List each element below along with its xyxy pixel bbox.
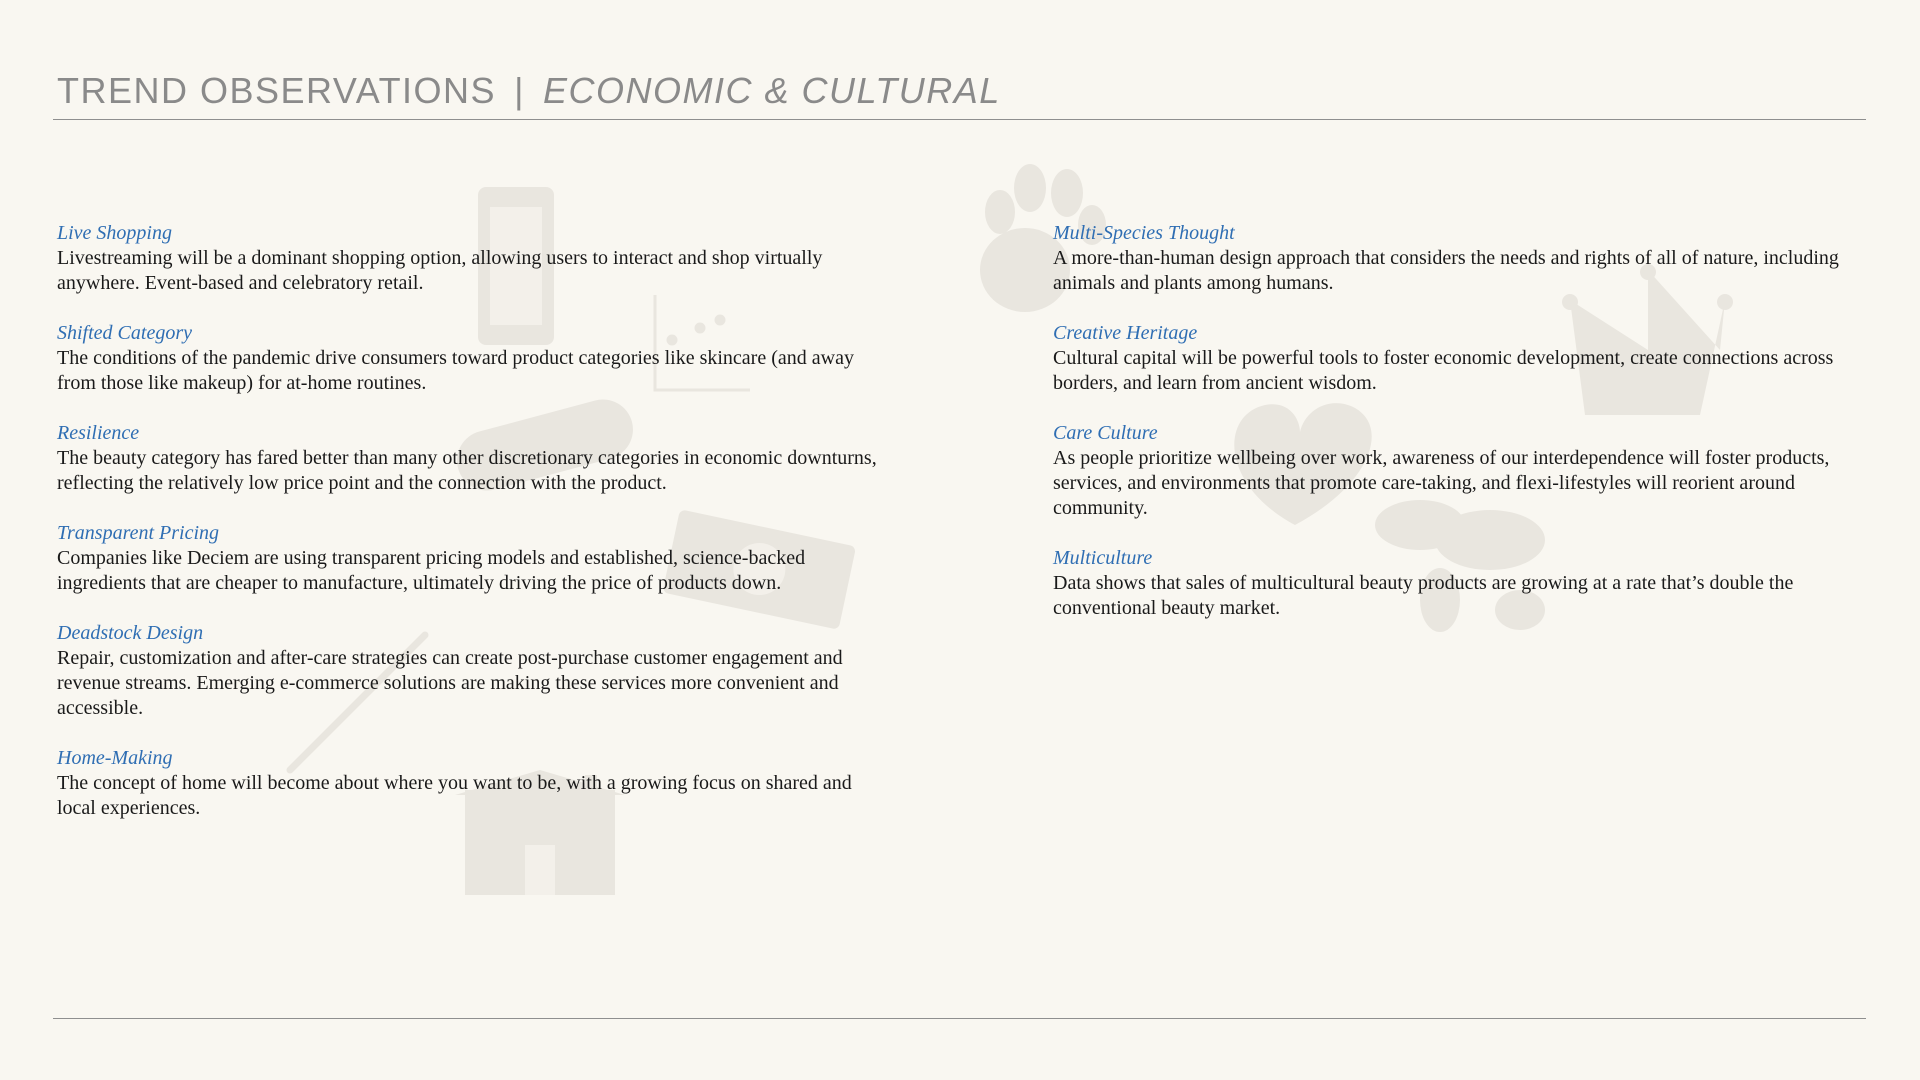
trend-description: Data shows that sales of multicultural beauty products are growing at a rate that’s double the conventional beauty market. <box>1053 572 1794 619</box>
trend-item <box>1053 320 1873 396</box>
trend-title: Care Culture <box>1053 422 1158 444</box>
trend-title: Home-Making <box>57 747 173 769</box>
trend-description: Companies like Deciem are using transparent pricing models and established, science-backed ingredients that are cheaper to manufacture, ultimately driving the price of products down. <box>57 547 806 594</box>
trend-description: Repair, customization and after-care strategies can create post-purchase customer engagement and revenue streams. Emerging e-commerce solutions are making these services more convenient and accessible. <box>57 647 843 719</box>
trend-item <box>57 220 877 296</box>
trend-item <box>57 745 877 821</box>
trend-description: Cultural capital will be powerful tools to foster economic development, create connections across borders, and learn from ancient wisdom. <box>1053 347 1834 394</box>
trend-title: Creative Heritage <box>1053 322 1198 344</box>
right-column <box>1053 220 1873 645</box>
page-subtitle: ECONOMIC & CULTURAL <box>542 70 1001 111</box>
trend-title: Multi-Species Thought <box>1053 222 1235 244</box>
footer-divider <box>53 1018 1866 1019</box>
trend-description: The concept of home will become about where you want to be, with a growing focus on shared and local experiences. <box>57 772 852 819</box>
trend-title: Deadstock Design <box>57 622 204 644</box>
trend-description: As people prioritize wellbeing over work, awareness of our interdependence will foster products, services, and environments that promote care-taking, and flexi-lifestyles will reorient around community. <box>1053 447 1830 519</box>
trend-title: Multiculture <box>1053 547 1153 569</box>
trend-item <box>57 620 877 721</box>
trend-description: The beauty category has fared better than many other discretionary categories in economic downturns, reflecting the relatively low price point and the connection with the product. <box>57 447 877 494</box>
trend-item <box>1053 545 1873 621</box>
title-separator: | <box>514 70 525 111</box>
trend-item <box>57 420 877 496</box>
trend-description: A more-than-human design approach that considers the needs and rights of all of nature, including animals and plants among humans. <box>1053 247 1839 294</box>
trend-description: The conditions of the pandemic drive consumers toward product categories like skincare (and away from those like makeup) for at-home routines. <box>57 347 854 394</box>
trend-title: Resilience <box>57 422 140 444</box>
page-title: TREND OBSERVATIONS <box>57 70 497 111</box>
trend-title: Live Shopping <box>57 222 172 244</box>
trend-item <box>57 520 877 596</box>
trend-item <box>1053 420 1873 521</box>
trend-title: Shifted Category <box>57 322 192 344</box>
trend-description: Livestreaming will be a dominant shopping option, allowing users to interact and shop virtually anywhere. Event-based and celebratory retail. <box>57 247 823 294</box>
trend-item <box>57 320 877 396</box>
trend-item <box>1053 220 1873 296</box>
trend-title: Transparent Pricing <box>57 522 220 544</box>
left-column <box>57 220 877 845</box>
